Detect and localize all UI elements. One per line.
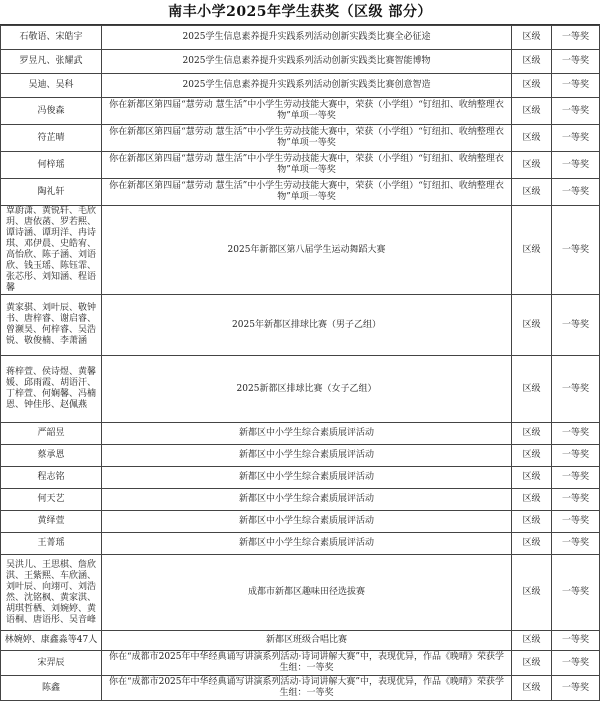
award-level-cell: 区级: [512, 26, 552, 50]
student-names-cell: 符芷晴: [1, 125, 102, 152]
student-names-cell: 程志铭: [1, 467, 102, 489]
table-row: [1, 50, 600, 74]
award-title-cell: 新都区班级合唱比赛: [102, 631, 512, 651]
student-names-cell: 蒋梓萱、侯诗煜、黄馨媛、邱雨霞、胡语汗、丁梓萱、何娴馨、冯楠恩、钟佳彤、赵佩燕: [1, 356, 102, 423]
award-level-cell: 区级: [512, 445, 552, 467]
award-level-cell: 区级: [512, 511, 552, 533]
table-row: [1, 467, 600, 489]
award-title-cell: 你在新都区第四届“慧劳动 慧生活”中小学生劳动技能大赛中，荣获（小学组）“钉纽扣、收纳整理衣物”单项一等奖: [102, 152, 512, 179]
table-row: [1, 152, 600, 179]
table-row: [1, 356, 600, 423]
table-row: [1, 423, 600, 445]
award-grade-cell: 一等奖: [552, 295, 600, 356]
table-row: [1, 555, 600, 631]
award-level-cell: 区级: [512, 152, 552, 179]
student-names-cell: 石敬语、宋皓宇: [1, 26, 102, 50]
award-level-cell: 区级: [512, 631, 552, 651]
award-grade-cell: 一等奖: [552, 152, 600, 179]
table-row: [1, 179, 600, 206]
award-grade-cell: 一等奖: [552, 179, 600, 206]
award-title-cell: 新都区中小学生综合素质展评活动: [102, 533, 512, 555]
award-title-cell: 2025学生信息素养提升实践系列活动创新实践类比赛创意智造: [102, 74, 512, 98]
table-row: [1, 631, 600, 651]
student-names-cell: 陶礼轩: [1, 179, 102, 206]
student-names-cell: 吴洪儿、王思棋、詹欣淇、王紫熙、车欣涵、刘叶辰、向翊可、刘浩然、沈铭枫、黄家淇、胡琪哲栖、刘婉婷、黄语桐、唐语彤、吴音峰: [1, 555, 102, 631]
award-level-cell: 区级: [512, 74, 552, 98]
table-row: [1, 511, 600, 533]
award-grade-cell: 一等奖: [552, 74, 600, 98]
award-grade-cell: 一等奖: [552, 631, 600, 651]
award-level-cell: 区级: [512, 676, 552, 701]
award-grade-cell: 一等奖: [552, 511, 600, 533]
page-title: 南丰小学2025年学生获奖（区级 部分）: [0, 0, 600, 25]
student-names-cell: 林婉婷、康鑫淼等47人: [1, 631, 102, 651]
student-names-cell: 何天艺: [1, 489, 102, 511]
awards-table: [0, 25, 600, 701]
award-grade-cell: 一等奖: [552, 489, 600, 511]
award-title-cell: 新都区中小学生综合素质展评活动: [102, 423, 512, 445]
award-grade-cell: 一等奖: [552, 26, 600, 50]
award-grade-cell: 一等奖: [552, 356, 600, 423]
student-names-cell: 黄家骐、刘叶辰、敬钟书、唐梓睿、谢启睿、曾濒昊、何梓睿、吴浩锐、敬俊楠、李萧涵: [1, 295, 102, 356]
award-grade-cell: 一等奖: [552, 676, 600, 701]
award-level-cell: 区级: [512, 467, 552, 489]
award-title-cell: 成都市新都区趣味田径选拔赛: [102, 555, 512, 631]
award-level-cell: 区级: [512, 533, 552, 555]
award-grade-cell: 一等奖: [552, 533, 600, 555]
table-row: [1, 206, 600, 295]
award-level-cell: 区级: [512, 206, 552, 295]
award-title-cell: 2025学生信息素养提升实践系列活动创新实践类比赛智能博物: [102, 50, 512, 74]
table-row: [1, 676, 600, 701]
award-level-cell: 区级: [512, 50, 552, 74]
award-title-cell: 新都区中小学生综合素质展评活动: [102, 489, 512, 511]
award-grade-cell: 一等奖: [552, 651, 600, 676]
award-grade-cell: 一等奖: [552, 50, 600, 74]
award-title-cell: 你在“成都市2025年中华经典诵写讲演系列活动·诗词讲解大赛”中，表现优异，作品《晚晴》荣获学生组：一等奖: [102, 676, 512, 701]
award-level-cell: 区级: [512, 98, 552, 125]
award-level-cell: 区级: [512, 125, 552, 152]
award-level-cell: 区级: [512, 651, 552, 676]
award-title-cell: 你在“成都市2025年中华经典诵写讲演系列活动·诗词讲解大赛”中，表现优异，作品《晚晴》荣获学生组：一等奖: [102, 651, 512, 676]
award-grade-cell: 一等奖: [552, 125, 600, 152]
award-title-cell: 2025年新都区第八届学生运动舞蹈大赛: [102, 206, 512, 295]
award-title-cell: 新都区中小学生综合素质展评活动: [102, 511, 512, 533]
student-names-cell: 冯俊森: [1, 98, 102, 125]
award-level-cell: 区级: [512, 179, 552, 206]
table-row: [1, 651, 600, 676]
award-grade-cell: 一等奖: [552, 423, 600, 445]
award-grade-cell: 一等奖: [552, 98, 600, 125]
award-level-cell: 区级: [512, 356, 552, 423]
award-grade-cell: 一等奖: [552, 467, 600, 489]
award-level-cell: 区级: [512, 555, 552, 631]
table-row: [1, 125, 600, 152]
table-row: [1, 533, 600, 555]
award-title-cell: 你在新都区第四届“慧劳动 慧生活”中小学生劳动技能大赛中，荣获（小学组）“钉纽扣、收纳整理衣物”单项一等奖: [102, 98, 512, 125]
award-title-cell: 你在新都区第四届“慧劳动 慧生活”中小学生劳动技能大赛中，荣获（小学组）“钉纽扣、收纳整理衣物”单项一等奖: [102, 125, 512, 152]
award-title-cell: 新都区中小学生综合素质展评活动: [102, 445, 512, 467]
award-title-cell: 新都区中小学生综合素质展评活动: [102, 467, 512, 489]
award-title-cell: 2025新都区排球比赛（女子乙组）: [102, 356, 512, 423]
student-names-cell: 何梓瑶: [1, 152, 102, 179]
table-row: [1, 489, 600, 511]
student-names-cell: 严韶昱: [1, 423, 102, 445]
student-names-cell: 蔡承恩: [1, 445, 102, 467]
table-row: [1, 74, 600, 98]
student-names-cell: 覃蔚潇、黄锐轩、毛欣玥、唐依菡、罗若熙、谭诗涵、谭玥洋、冉诗琪、邓伊晨、史皓宥、高怡欣、陈子涵、刘语欣、钱玉瑶、陈钰霏、张芯彤、刘知涵、程语馨: [1, 206, 102, 295]
student-names-cell: 黄绎萱: [1, 511, 102, 533]
student-names-cell: 陈鑫: [1, 676, 102, 701]
award-level-cell: 区级: [512, 295, 552, 356]
award-grade-cell: 一等奖: [552, 555, 600, 631]
award-title-cell: 2025年新都区排球比赛（男子乙组）: [102, 295, 512, 356]
student-names-cell: 宋羿辰: [1, 651, 102, 676]
award-grade-cell: 一等奖: [552, 445, 600, 467]
student-names-cell: 吴迪、吴科: [1, 74, 102, 98]
award-level-cell: 区级: [512, 489, 552, 511]
award-title-cell: 你在新都区第四届“慧劳动 慧生活”中小学生劳动技能大赛中，荣获（小学组）“钉纽扣、收纳整理衣物”单项一等奖: [102, 179, 512, 206]
table-row: [1, 98, 600, 125]
award-title-cell: 2025学生信息素养提升实践系列活动创新实践类比赛全必征途: [102, 26, 512, 50]
award-level-cell: 区级: [512, 423, 552, 445]
award-grade-cell: 一等奖: [552, 206, 600, 295]
student-names-cell: 罗昱凡、张耀武: [1, 50, 102, 74]
table-row: [1, 295, 600, 356]
student-names-cell: 王菁瑶: [1, 533, 102, 555]
table-row: [1, 445, 600, 467]
table-row: [1, 26, 600, 50]
